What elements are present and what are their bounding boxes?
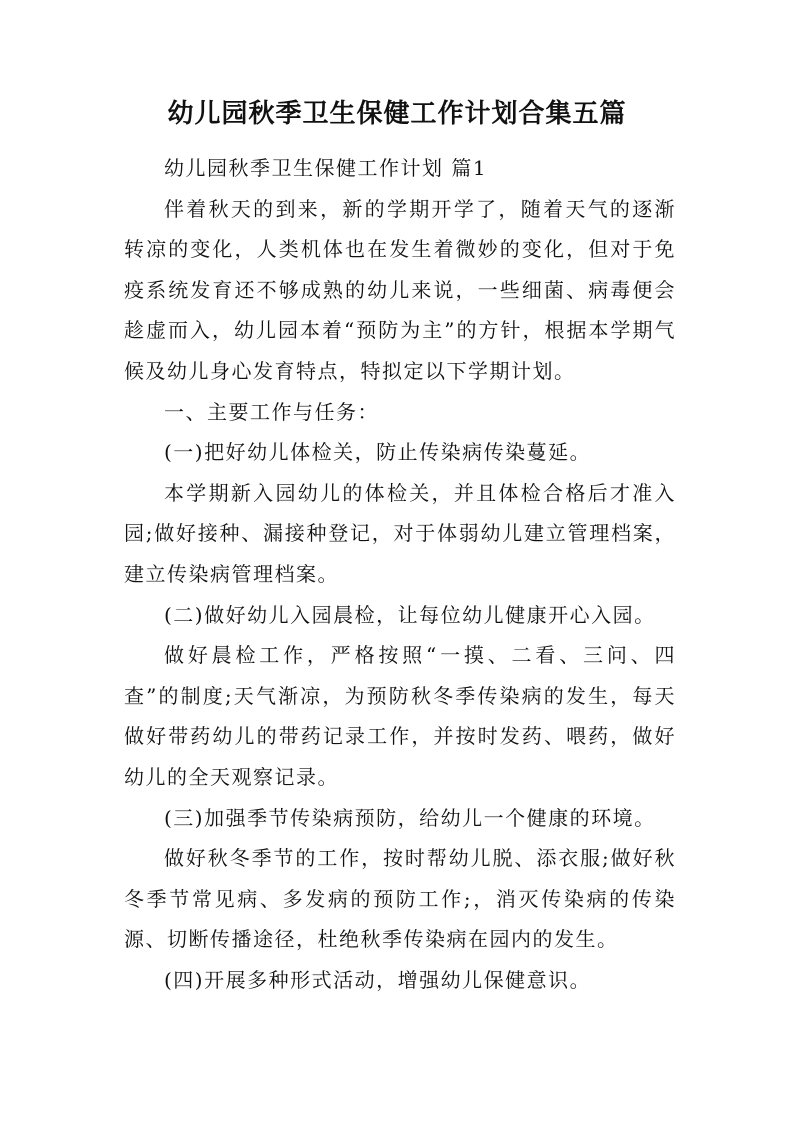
section-heading-1: 幼儿园秋季卫生保健工作计划 篇1 bbox=[164, 156, 488, 180]
main-tasks-heading: 一、主要工作与任务： bbox=[164, 399, 379, 424]
subsection-heading-4: (四)开展多种形式活动，增强幼儿保健意识。 bbox=[164, 967, 592, 992]
subsection-heading-2: (二)做好幼儿入园晨检，让每位幼儿健康开心入园。 bbox=[164, 602, 656, 627]
subsection-heading-1: (一)把好幼儿体检关，防止传染病传染蔓延。 bbox=[164, 440, 592, 465]
body-paragraph-3: 做好秋冬季节的工作，按时帮幼儿脱、添衣服;做好秋冬季节常见病、多发病的预防工作;，消灭传染病的传染源、切断传播途径，杜绝秋季传染病在园内的发生。 bbox=[124, 846, 676, 952]
document-title: 幼儿园秋季卫生保健工作计划合集五篇 bbox=[167, 99, 627, 129]
document-body bbox=[124, 148, 676, 1000]
subsection-heading-3: (三)加强季节传染病预防，给幼儿一个健康的环境。 bbox=[164, 805, 656, 830]
body-paragraph-1: 本学期新入园幼儿的体检关，并且体检合格后才准入园;做好接种、漏接种登记，对于体弱幼儿建立管理档案，建立传染病管理档案。 bbox=[124, 480, 676, 586]
body-paragraph-2: 做好晨检工作，严格按照“一摸、二看、三问、四查”的制度;天气渐凉，为预防秋冬季传染病的发生，每天做好带药幼儿的带药记录工作，并按时发药、喂药，做好幼儿的全天观察记录。 bbox=[124, 643, 676, 789]
intro-paragraph: 伴着秋天的到来，新的学期开学了，随着天气的逐渐转凉的变化，人类机体也在发生着微妙的变化，但对于免疫系统发育还不够成熟的幼儿来说，一些细菌、病毒便会趁虚而入，幼儿园本着“预防为主”的方针，根据本学期气候及幼儿身心发育特点，特拟定以下学期计划。 bbox=[124, 196, 676, 383]
